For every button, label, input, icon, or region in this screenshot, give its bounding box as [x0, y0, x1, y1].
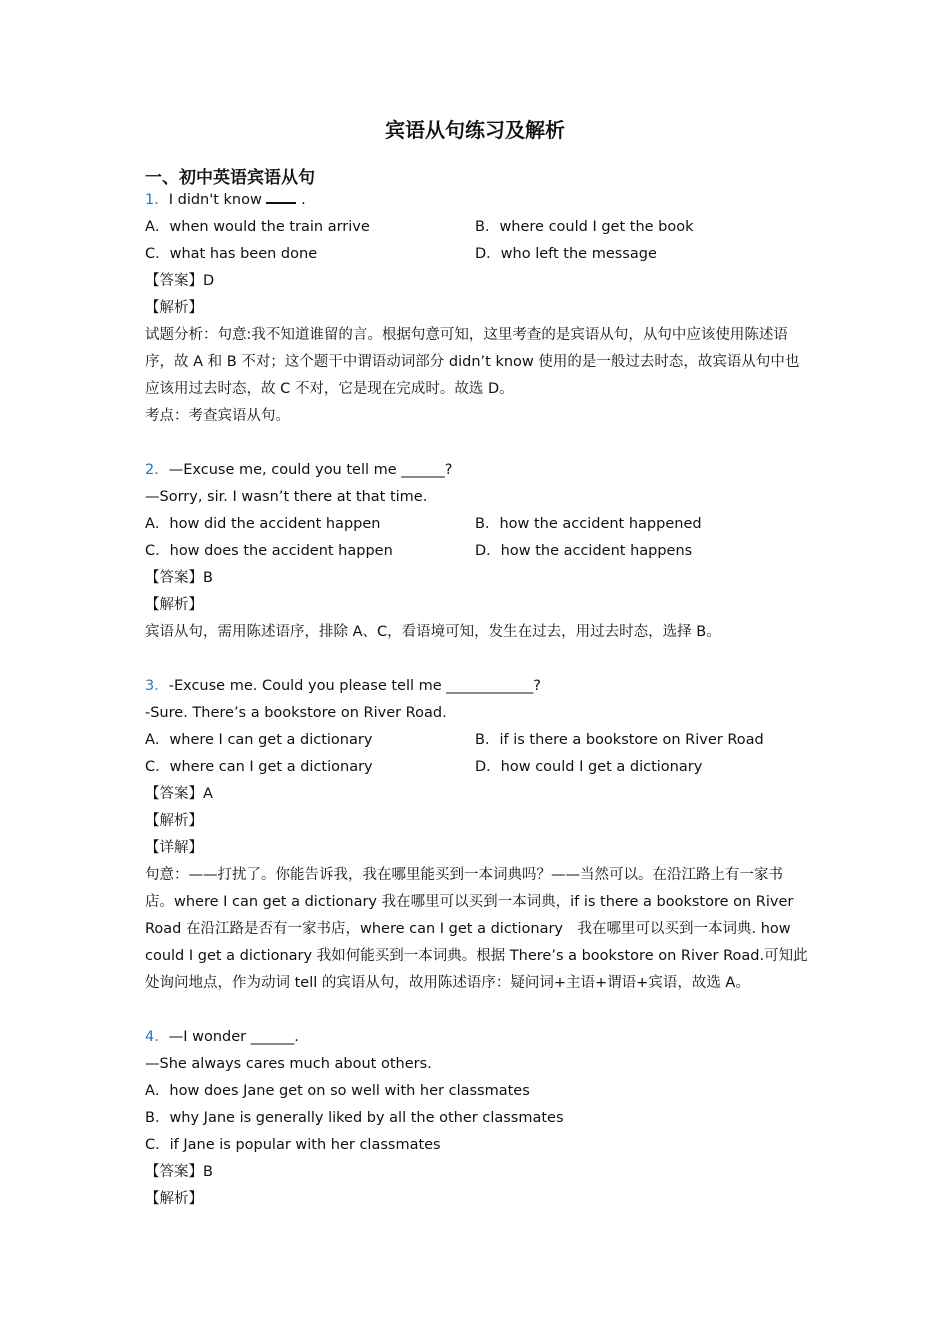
question-1-option-b: B．where could I get the book: [475, 219, 694, 235]
question-4-stem: [145, 1024, 810, 1051]
question-2-options-row-1: [145, 511, 810, 538]
question-2-analysis: 宾语从句，需用陈述语序，排除 A、C，看语境可知，发生在过去，用过去时态，选择 B。: [145, 624, 721, 640]
question-2-stem-text: —Excuse me, could you tell me ______?: [168, 462, 453, 478]
question-4-analysis-label: 【解析】: [145, 1191, 203, 1207]
question-3-options-row-2: [145, 754, 810, 781]
question-2-answer: 【答案】B: [145, 570, 213, 586]
question-1-point: 考点：考查宾语从句。: [145, 408, 290, 424]
question-2-option-c: C．how does the accident happen: [145, 543, 393, 559]
question-4-option-a: A．how does Jane get on so well with her classmates: [145, 1083, 530, 1099]
page-title: 宾语从句练习及解析: [385, 118, 565, 142]
question-2-option-a: A．how did the accident happen: [145, 516, 381, 532]
question-2-analysis-label: 【解析】: [145, 597, 203, 613]
question-1-number: 1．: [145, 192, 169, 208]
question-1-answer: 【答案】D: [145, 273, 215, 289]
question-3-detail-label: 【详解】: [145, 840, 203, 856]
question-3-stem: [145, 673, 810, 700]
question-2-stem: [145, 457, 810, 484]
question-1-options-row-2: [145, 241, 810, 268]
question-1-blank: [266, 188, 296, 204]
question-1-stem: [145, 187, 810, 214]
question-4-number: 4．: [145, 1029, 169, 1045]
document-body: [145, 187, 810, 1213]
question-3-options-row-1: [145, 727, 810, 754]
question-1-stem-after: .: [296, 192, 306, 208]
question-3-stem-text: -Excuse me. Could you please tell me ____________?: [168, 678, 541, 694]
question-3-option-a: A．where I can get a dictionary: [145, 732, 373, 748]
question-2-option-b: B．how the accident happened: [475, 516, 702, 532]
question-3-analysis: 句意：——打扰了。你能告诉我，我在哪里能买到一本词典吗？——当然可以。在沿江路上有一家书店。where I can get a dictionary 我在哪里可以买到一本词典，if is there a bookstore on River Road 在沿江路是否有一家书店，where can I get a dictionary 我在哪里可以买到一本词典. how could I get a dictionary 我如何能买到一本词典。根据 There’s a bookstore on River Road.可知此处询问地点，作为动词 tell 的宾语从句，故用陈述语序：疑问词+主语+谓语+宾语，故选 A。: [145, 867, 808, 991]
question-1-analysis: 试题分析：句意:我不知道谁留的言。根据句意可知，这里考查的是宾语从句，从句中应该使用陈述语序，故 A 和 B 不对；这个题干中谓语动词部分 didn’t know 使用的是一般过去时态，故宾语从句中也应该用过去时态，故 C 不对，它是现在完成时。故选 D。: [145, 327, 800, 397]
question-1-analysis-label: 【解析】: [145, 300, 203, 316]
question-4-stem-text: —I wonder ______.: [168, 1029, 299, 1045]
question-3-option-d: D．how could I get a dictionary: [475, 759, 703, 775]
question-2-reply: —Sorry, sir. I wasn’t there at that time.: [145, 489, 428, 505]
question-3-number: 3．: [145, 678, 169, 694]
question-4-option-b: B．why Jane is generally liked by all the other classmates: [145, 1110, 564, 1126]
question-1-option-a: A．when would the train arrive: [145, 219, 370, 235]
question-1-stem-before: I didn't know: [168, 192, 267, 208]
question-4-answer: 【答案】B: [145, 1164, 213, 1180]
question-2-options-row-2: [145, 538, 810, 565]
spacer: [145, 646, 810, 673]
question-3-answer: 【答案】A: [145, 786, 213, 802]
question-3-analysis-label: 【解析】: [145, 813, 203, 829]
question-4-reply: —She always cares much about others.: [145, 1056, 432, 1072]
question-3-option-b: B．if is there a bookstore on River Road: [475, 732, 764, 748]
spacer: [145, 430, 810, 457]
question-1-options-row-1: [145, 214, 810, 241]
question-1-option-c: C．what has been done: [145, 246, 318, 262]
spacer: [145, 997, 810, 1024]
question-1-option-d: D．who left the message: [475, 246, 657, 262]
question-3-reply: -Sure. There’s a bookstore on River Road.: [145, 705, 447, 721]
question-2-option-d: D．how the accident happens: [475, 543, 693, 559]
question-2-number: 2．: [145, 462, 169, 478]
section-title: 一、初中英语宾语从句: [145, 168, 315, 188]
question-4-option-c: C．if Jane is popular with her classmates: [145, 1137, 441, 1153]
question-3-option-c: C．where can I get a dictionary: [145, 759, 373, 775]
